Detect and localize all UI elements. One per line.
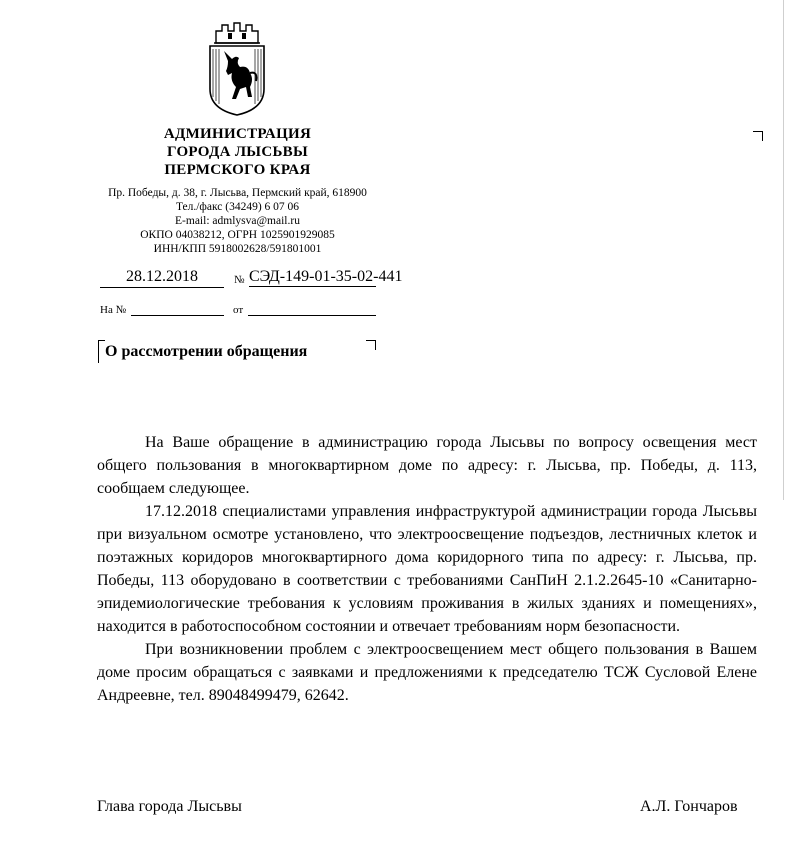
subject-corner-left bbox=[98, 340, 105, 363]
signatory-name: А.Л. Гончаров bbox=[640, 798, 738, 815]
number-underline bbox=[249, 286, 376, 287]
coat-of-arms-icon bbox=[206, 21, 268, 117]
document-date: 28.12.2018 bbox=[100, 268, 224, 288]
org-email: E-mail: admlysva@mail.ru bbox=[175, 215, 300, 227]
body-paragraph: На Ваше обращение в администрацию города Лысьвы по вопросу освещения мест общего пользования в многоквартирном доме по адресу: г. Лысьва, пр. Победы, д. 113, сообщаем следующее. bbox=[97, 434, 757, 497]
reply-number-label: На № bbox=[100, 304, 127, 316]
reply-date-label: от bbox=[233, 304, 244, 316]
reply-date-field bbox=[248, 315, 376, 316]
page-edge-line bbox=[783, 0, 784, 500]
org-address: Пр. Победы, д. 38, г. Лысьва, Пермский край, 618900 bbox=[108, 187, 367, 199]
number-sign: № bbox=[234, 274, 245, 286]
org-name-line-3: ПЕРМСКОГО КРАЯ bbox=[164, 162, 311, 178]
letter-body bbox=[97, 431, 757, 707]
body-paragraph: 17.12.2018 специалистами управления инфраструктурой администрации города Лысьвы при визуальном осмотре установлено, что электроосвещение подъездов, лестничных клеток и поэтажных коридоров многоквартирного дома коридорного типа по адресу: г. Лысьва, пр. Победы, 113 оборудовано в соответствии с требованиями СанПиН 2.1.2.2645-10 «Санитарно-эпидемиологические требования к условиям проживания в жилых зданиях и помещениях», находится в работоспособном состоянии и отвечает требованиям норм безопасности. bbox=[97, 503, 757, 635]
org-okpo: ОКПО 04038212, ОГРН 1025901929085 bbox=[140, 229, 335, 241]
org-inn: ИНН/КПП 5918002628/591801001 bbox=[153, 243, 322, 255]
document-number: СЭД-149-01-35-02-441 bbox=[249, 268, 403, 285]
org-phone: Тел./факс (34249) 6 07 06 bbox=[175, 201, 300, 213]
subject-corner-right bbox=[366, 340, 376, 350]
signatory-position: Глава города Лысьвы bbox=[97, 798, 242, 815]
address-corner-mark bbox=[753, 131, 763, 141]
org-name-line-1: АДМИНИСТРАЦИЯ bbox=[163, 126, 312, 142]
reply-number-field bbox=[131, 315, 224, 316]
body-paragraph: При возникновении проблем с электроосвещением мест общего пользования в Вашем доме просим обращаться с заявками и предложениями к председателю ТСЖ Сусловой Елене Андреевне, тел. 89048499479, 62642. bbox=[97, 641, 757, 704]
subject-title: О рассмотрении обращения bbox=[105, 343, 308, 360]
org-name-line-2: ГОРОДА ЛЫСЬВЫ bbox=[166, 144, 309, 160]
